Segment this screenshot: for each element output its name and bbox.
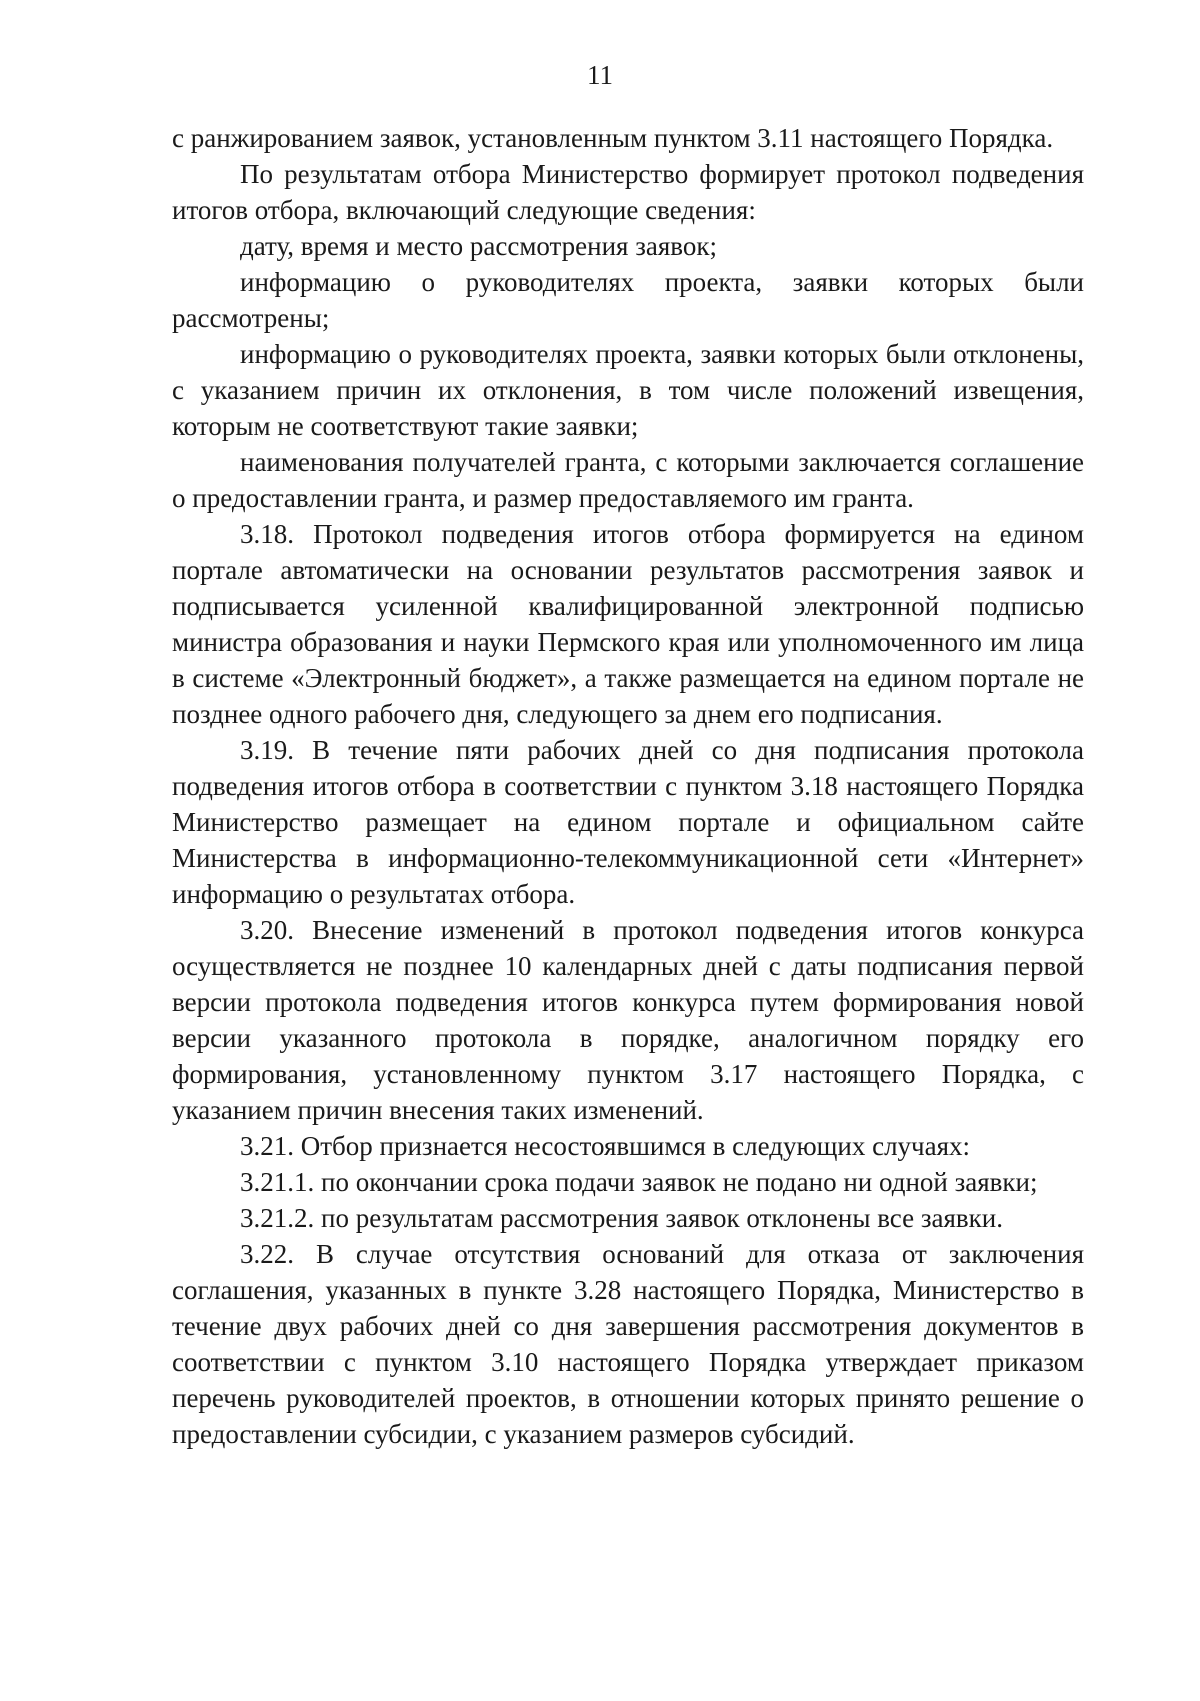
paragraph-rejected-applicants: информацию о руководителях проекта, заявки которых были отклонены, с указанием причин их отклонения, в том числе положений извещения, которым не соответствуют такие заявки; bbox=[172, 339, 1084, 441]
paragraph-3-21-1: 3.21.1. по окончании срока подачи заявок не подано ни одной заявки; bbox=[240, 1167, 1038, 1197]
paragraph-3-21: 3.21. Отбор признается несостоявшимся в следующих случаях: bbox=[240, 1131, 971, 1161]
paragraph-3-19: 3.19. В течение пяти рабочих дней со дня подписания протокола подведения итогов отбора в соответствии с пунктом 3.18 настоящего Порядка Министерство размещает на едином портале и официальном сайте Министерства в информационно-телекоммуникационной сети «Интернет» информацию о результатах отбора. bbox=[172, 735, 1084, 909]
paragraph-considered-applicants: информацию о руководителях проекта, заявки которых были рассмотрены; bbox=[172, 267, 1084, 333]
paragraph-protocol-intro: По результатам отбора Министерство формирует протокол подведения итогов отбора, включающий следующие сведения: bbox=[172, 159, 1084, 225]
paragraph-3-20: 3.20. Внесение изменений в протокол подведения итогов конкурса осуществляется не позднее 10 календарных дней с даты подписания первой версии протокола подведения итогов конкурса путем формирования новой версии указанного протокола в порядке, аналогичном порядку его формирования, установленному пунктом 3.17 настоящего Порядка, с указанием причин внесения таких изменений. bbox=[172, 915, 1084, 1125]
paragraph-continuation: с ранжированием заявок, установленным пунктом 3.11 настоящего Порядка. bbox=[172, 123, 1054, 153]
paragraph-grant-recipients: наименования получателей гранта, с которыми заключается соглашение о предоставлении гранта, и размер предоставляемого им гранта. bbox=[172, 447, 1084, 513]
paragraph-date-time-place: дату, время и место рассмотрения заявок; bbox=[240, 231, 717, 261]
page-number: 11 bbox=[587, 60, 613, 90]
paragraph-3-22: 3.22. В случае отсутствия оснований для отказа от заключения соглашения, указанных в пункте 3.28 настоящего Порядка, Министерство в течение двух рабочих дней со дня завершения рассмотрения документов в соответствии с пунктом 3.10 настоящего Порядка утверждает приказом перечень руководителей проектов, в отношении которых принято решение о предоставлении субсидии, с указанием размеров субсидий. bbox=[172, 1239, 1084, 1449]
paragraph-3-18: 3.18. Протокол подведения итогов отбора формируется на едином портале автоматически на основании результатов рассмотрения заявок и подписывается усиленной квалифицированной электронной подписью министра образования и науки Пермского края или уполномоченного им лица в системе «Электронный бюджет», а также размещается на едином портале не позднее одного рабочего дня, следующего за днем его подписания. bbox=[172, 519, 1084, 729]
paragraph-3-21-2: 3.21.2. по результатам рассмотрения заявок отклонены все заявки. bbox=[240, 1203, 1003, 1233]
document-body bbox=[172, 120, 1084, 1452]
